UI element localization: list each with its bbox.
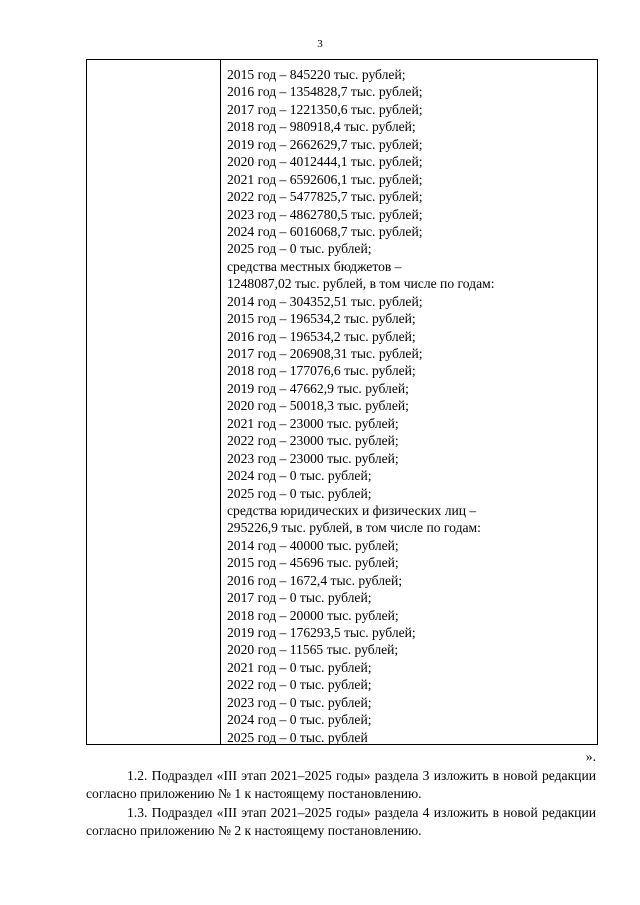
table-line: 1248087,02 тыс. рублей, в том числе по годам: — [227, 276, 495, 292]
table-line: 2022 год – 0 тыс. рублей; — [227, 677, 372, 693]
table-line: 2016 год – 1672,4 тыс. рублей; — [227, 572, 403, 588]
table-line: 2015 год – 45696 тыс. рублей; — [227, 555, 399, 571]
table-line: 2015 год – 845220 тыс. рублей; — [227, 67, 406, 82]
paragraph-1-3-text: 1.3. Подраздел «III этап 2021–2025 годы» раздела 4 изложить в новой редакции согласно приложению № 2 к настоящему постановлению. — [86, 805, 596, 838]
table-line: 2025 год – 0 тыс. рублей; — [227, 241, 372, 257]
table-line: 2025 год – 0 тыс. рублей; — [227, 485, 372, 501]
paragraph-1-3 — [86, 804, 596, 840]
table-line: 2014 год – 40000 тыс. рублей; — [227, 537, 399, 553]
table-line: 2021 год – 0 тыс. рублей; — [227, 659, 372, 675]
paragraph-1-2-text: 1.2. Подраздел «III этап 2021–2025 годы» раздела 3 изложить в новой редакции согласно приложению № 1 к настоящему постановлению. — [86, 768, 596, 801]
table-line: 2020 год – 50018,3 тыс. рублей; — [227, 398, 409, 414]
table-line: 2020 год – 11565 тыс. рублей; — [227, 642, 399, 658]
table-right-cell — [227, 66, 593, 746]
table-line: 2024 год – 0 тыс. рублей; — [227, 468, 372, 484]
table-line: 2023 год – 0 тыс. рублей; — [227, 694, 372, 710]
funding-table — [86, 59, 598, 745]
table-line: 2022 год – 23000 тыс. рублей; — [227, 433, 399, 449]
table-line: 2017 год – 1221350,6 тыс. рублей; — [227, 101, 423, 117]
table-line: 2020 год – 4012444,1 тыс. рублей; — [227, 154, 423, 170]
table-line: 2019 год – 47662,9 тыс. рублей; — [227, 380, 409, 396]
table-column-divider — [220, 60, 221, 744]
table-line: 2021 год – 23000 тыс. рублей; — [227, 415, 399, 431]
table-line: средства местных бюджетов – — [227, 258, 402, 274]
table-line: 2016 год – 1354828,7 тыс. рублей; — [227, 84, 423, 100]
table-line: 2022 год – 5477825,7 тыс. рублей; — [227, 189, 423, 205]
table-line: 2016 год – 196534,2 тыс. рублей; — [227, 328, 416, 344]
table-line: 2024 год – 6016068,7 тыс. рублей; — [227, 223, 423, 239]
table-line: 2023 год – 4862780,5 тыс. рублей; — [227, 206, 423, 222]
table-line: 2015 год – 196534,2 тыс. рублей; — [227, 311, 416, 327]
paragraph-1-2 — [86, 767, 596, 803]
table-line: средства юридических и физических лиц – — [227, 502, 477, 518]
table-line: 2018 год – 980918,4 тыс. рублей; — [227, 119, 416, 135]
table-line: 2024 год – 0 тыс. рублей; — [227, 712, 372, 728]
table-line: 2014 год – 304352,51 тыс. рублей; — [227, 293, 423, 309]
table-line: 2018 год – 177076,6 тыс. рублей; — [227, 363, 416, 379]
table-line: 295226,9 тыс. рублей, в том числе по годам: — [227, 520, 481, 536]
table-line: 2023 год – 23000 тыс. рублей; — [227, 450, 399, 466]
table-line: 2017 год – 0 тыс. рублей; — [227, 590, 372, 606]
table-line: 2025 год – 0 тыс. рублей — [227, 729, 368, 745]
page-number: 3 — [317, 38, 323, 50]
table-line: 2019 год – 2662629,7 тыс. рублей; — [227, 136, 423, 152]
table-line: 2018 год – 20000 тыс. рублей; — [227, 607, 399, 623]
table-line: 2019 год – 176293,5 тыс. рублей; — [227, 625, 416, 640]
table-line: 2017 год – 206908,31 тыс. рублей; — [227, 346, 423, 361]
table-line: 2021 год – 6592606,1 тыс. рублей; — [227, 171, 423, 187]
closing-quote-mark: ». — [585, 749, 596, 764]
table-left-cell — [87, 60, 220, 744]
